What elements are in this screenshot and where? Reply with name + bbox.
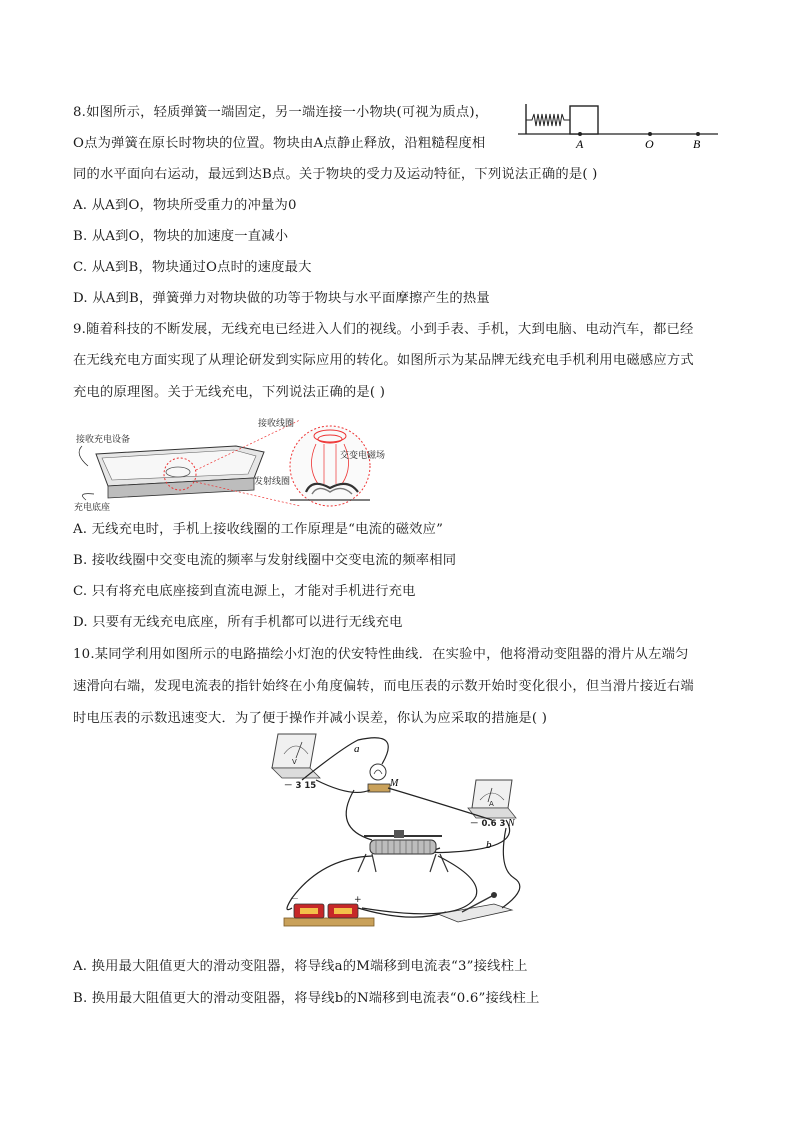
field-label: 交变电磁场 (340, 451, 386, 461)
q10-option-b: B. 换用最大阻值更大的滑动变阻器，将导线b的N端移到电流表“0.6”接线柱上 (73, 991, 540, 1006)
switch (438, 892, 512, 922)
q8-option-d: D. 从A到B，弹簧弹力对物块做的功等于物块与水平面摩擦产生的热量 (73, 291, 490, 306)
q8-line-1: 8.如图所示，轻质弹簧一端固定，另一端连接一小物块(可视为质点)， (73, 105, 489, 120)
battery-plus-label: + (354, 895, 362, 905)
battery-minus-label: － (290, 895, 300, 905)
q8-line-3: 同的水平面向右运动，最远到达B点。关于物块的受力及运动特征，下列说法正确的是( ) (73, 167, 598, 182)
ammeter-symbol: A (489, 800, 494, 808)
q10-option-a: A. 换用最大阻值更大的滑动变阻器，将导线a的M端移到电流表“3”接线柱上 (73, 959, 528, 974)
ammeter-terminals: － 0.6 3 (470, 819, 506, 829)
point-o-label: O (645, 137, 654, 151)
circuit-figure (262, 728, 534, 932)
q10-line-3: 时电压表的示数迅速变大．为了便于操作并减小误差，你认为应采取的措施是( ) (73, 711, 548, 726)
q9-line-1: 9.随着科技的不断发展，无线充电已经进入人们的视线。小到手表、手机，大到电脑、电动汽车，都已经 (73, 322, 694, 337)
q8-option-c: C. 从A到B，物块通过O点时的速度最大 (73, 260, 312, 275)
point-a-label: A (576, 137, 584, 151)
point-m-label: M (390, 778, 399, 789)
point-b-label: B (693, 137, 701, 151)
q9-line-2: 在无线充电方面实现了从理论研发到实际应用的转化。如图所示为某品牌无线充电手机利用电磁感应方式 (73, 353, 694, 368)
receive-coil-label: 接收线圈 (258, 419, 295, 429)
q9-option-c: C. 只有将充电底座接到直流电源上，才能对手机进行充电 (73, 584, 416, 599)
q8-option-b: B. 从A到O，物块的加速度一直减小 (73, 229, 289, 244)
wire-b-label: b (486, 839, 492, 851)
q9-option-a: A. 无线充电时，手机上接收线圈的工作原理是“电流的磁效应” (73, 522, 444, 537)
wire-a-label: a (354, 743, 360, 755)
point-n-label: N (508, 818, 515, 829)
q9-option-b: B. 接收线圈中交变电流的频率与发射线圈中交变电流的频率相同 (73, 553, 457, 568)
device-label: 接收充电设备 (76, 435, 131, 445)
q10-line-2: 速滑向右端，发现电流表的指针始终在小角度偏转，而电压表的示数开始时变化很小，但当滑片接近右端 (73, 679, 694, 694)
battery-pack (284, 895, 374, 926)
spring-block-figure (518, 100, 722, 152)
q8-option-a: A. 从A到O，物块所受重力的冲量为0 (73, 198, 297, 213)
rheostat (358, 830, 448, 872)
voltmeter-terminals: － 3 15 (284, 781, 317, 791)
base-label: 充电底座 (74, 503, 111, 513)
q10-line-1: 10.某同学利用如图所示的电路描绘小灯泡的伏安特性曲线．在实验中，他将滑动变阻器的滑片从左端匀 (73, 647, 689, 662)
wireless-charging-figure (68, 414, 386, 514)
voltmeter-symbol: V (292, 758, 297, 766)
transmit-coil-label: 发射线圈 (254, 477, 291, 487)
q8-line-2: O点为弹簧在原长时物块的位置。物块由A点静止释放，沿粗糙程度相 (73, 136, 486, 151)
q9-option-d: D. 只要有无线充电底座，所有手机都可以进行无线充电 (73, 615, 403, 630)
bulb (368, 764, 390, 792)
q9-line-3: 充电的原理图。关于无线充电，下列说法正确的是( ) (73, 385, 386, 400)
voltmeter (272, 734, 320, 791)
